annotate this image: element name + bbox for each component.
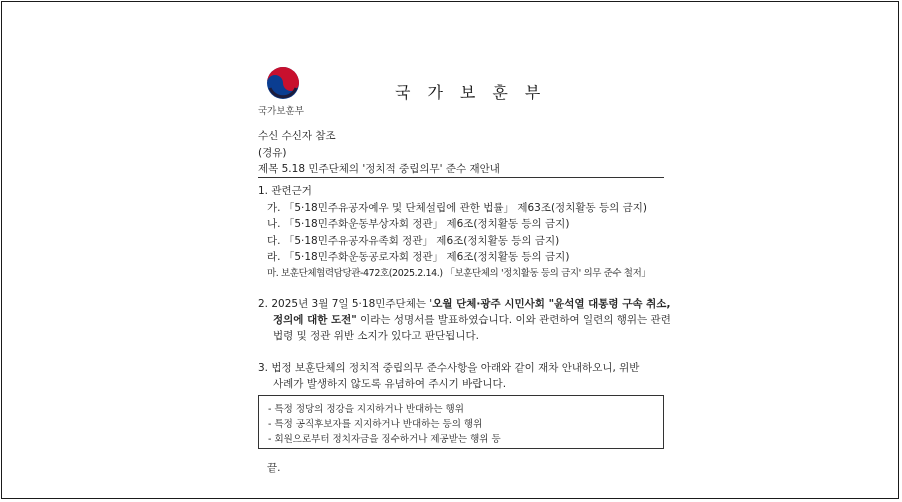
section2-line1	[258, 296, 670, 311]
section3-line2: 사례가 발생하지 않도록 유념하여 주시기 바랍니다.	[273, 378, 507, 390]
section2-line1-prefix: 2. 2025년 3월 7일 5·18민주단체는 '	[258, 298, 433, 310]
box-item-3: - 회원으로부터 정치자금을 징수하거나 제공받는 행위 등	[268, 434, 501, 445]
ref-item-2: 나. 「5·18민주화운동부상자회 정관」 제6조(정치활동 등의 금지)	[267, 218, 570, 230]
end-mark: 끝.	[267, 462, 281, 474]
ref-item-1: 가. 「5·18민주유공자예우 및 단체설립에 관한 법률」 제63조(정치활동 등의 금지)	[267, 202, 647, 214]
section2-line3: 법령 및 정관 위반 소지가 있다고 판단됩니다.	[273, 330, 479, 342]
recipient-line: 수신 수신자 참조	[258, 130, 336, 142]
notice-box	[258, 395, 664, 449]
ministry-logo	[258, 66, 308, 117]
section2-line2-rest: 이라는 성명서를 발표하였습니다. 이와 관련하여 일련의 행위는 관련	[356, 314, 671, 326]
box-item-2: - 특정 공직후보자를 지지하거나 반대하는 등의 행위	[268, 419, 483, 430]
section2-line2	[273, 312, 671, 327]
subject-divider	[258, 177, 664, 178]
section1-heading: 1. 관련근거	[258, 185, 312, 197]
subject-line: 제목 5.18 민주단체의 '정치적 중립의무' 준수 재안내	[258, 163, 500, 175]
section2-line1-bold: 오월 단체·광주 시민사회 "윤석열 대통령 구속 취소,	[432, 298, 671, 310]
logo-text: 국가보훈부	[258, 106, 304, 117]
ref-item-5: 마. 보훈단체협력담당관-472호(2025.2.14.) 「보훈단체의 '정치활동 등의 금지' 의무 준수 철저」	[267, 268, 651, 279]
ref-item-4: 라. 「5·18민주화운동공로자회 정관」 제6조(정치활동 등의 금지)	[267, 251, 570, 263]
via-line: (경유)	[258, 147, 287, 159]
box-item-1: - 특정 정당의 정강을 지지하거나 반대하는 행위	[268, 404, 464, 415]
section2-line2-bold: 정의에 대한 도전"	[273, 314, 357, 326]
ref-item-3: 다. 「5·18민주유공자유족회 정관」 제6조(정치활동 등의 금지)	[267, 235, 560, 247]
org-title: 국가보훈부	[395, 83, 558, 102]
taegeuk-emblem-icon	[266, 66, 300, 100]
section3-line1: 3. 법정 보훈단체의 정치적 중립의무 준수사항을 아래와 같이 재차 안내하오니, 위반	[258, 362, 640, 374]
